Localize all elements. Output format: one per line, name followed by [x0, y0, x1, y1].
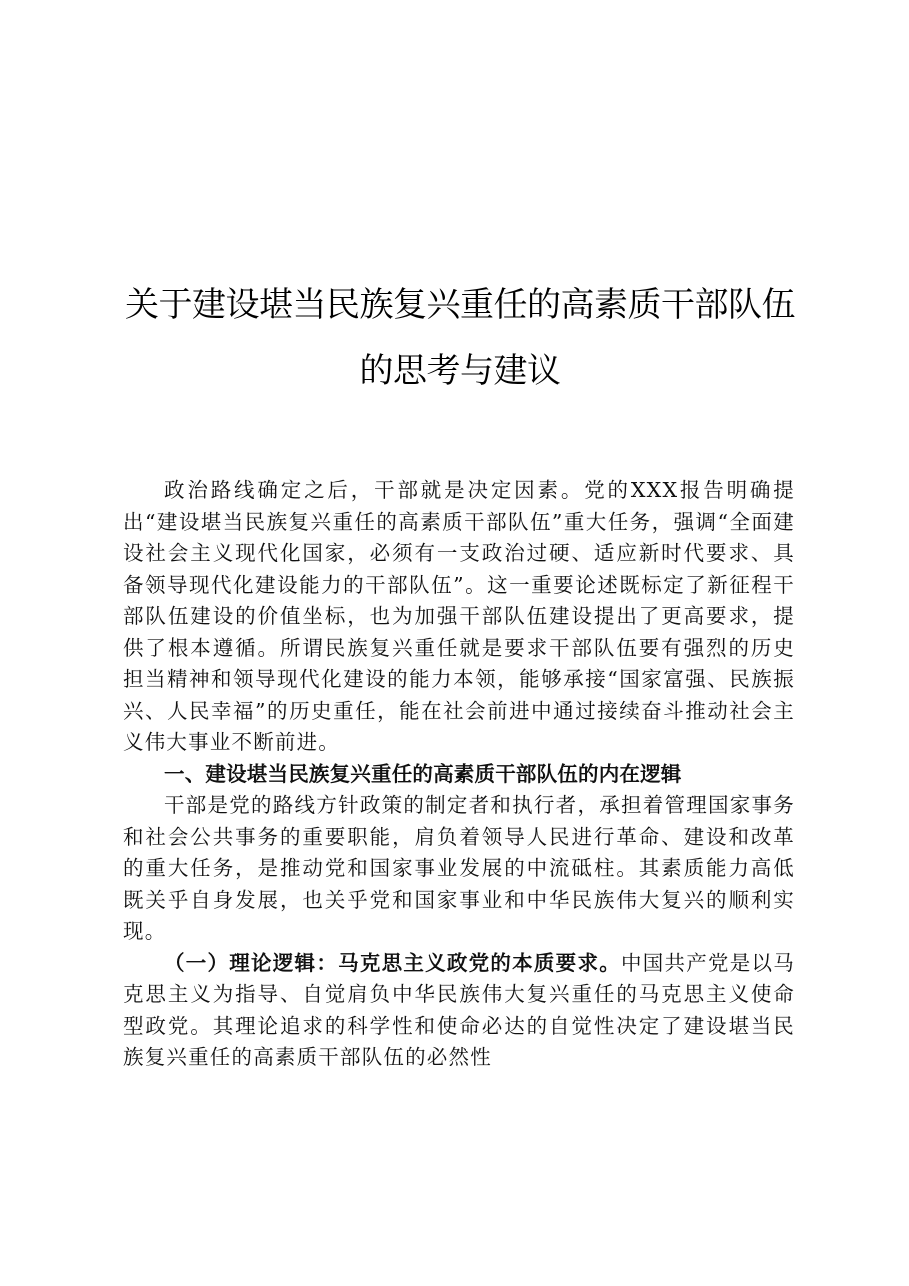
document-title — [110, 272, 810, 404]
subsection-1-paragraph — [123, 948, 795, 1074]
section-1-paragraph: 干部是党的路线方针政策的制定者和执行者，承担着管理国家事务和社会公共事务的重要职能，肩负着领导人民进行革命、建设和改革的重大任务，是推动党和国家事业发展的中流砥柱。其素质能力高低既关乎自身发展，也关乎党和国家事业和中华民族伟大复兴的顺利实现。 — [123, 793, 795, 943]
title-line-2: 的思考与建议 — [359, 351, 561, 391]
intro-paragraph: 政治路线确定之后，干部就是决定因素。党的XXX报告明确提出“建设堪当民族复兴重任的高素质干部队伍”重大任务，强调“全面建设社会主义现代化国家，必须有一支政治过硬、适应新时代要求、具备领导现代化建设能力的干部队伍”。这一重要论述既标定了新征程干部队伍建设的价值坐标，也为加强干部队伍建设提出了更高要求，提供了根本遵循。所谓民族复兴重任就是要求干部队伍要有强烈的历史担当精神和领导现代化建设的能力本领，能够承接“国家富强、民族振兴、人民幸福”的历史重任，能在社会前进中通过接续奋斗推动社会主义伟大事业不断前进。 — [123, 478, 795, 754]
subsection-1-body: 中国共产党是以马克思主义为指导、自觉肩负中华民族伟大复兴重任的马克思主义使命型政党。其理论追求的科学性和使命必达的自觉性决定了建设堪当民族复兴重任的高素质干部队伍的必然性 — [123, 950, 795, 1069]
title-line-1: 关于建设堪当民族复兴重任的高素质干部队伍 — [125, 285, 795, 325]
section-1-heading: 一、建设堪当民族复兴重任的高素质干部队伍的内在逻辑 — [164, 761, 682, 786]
document-body — [123, 475, 795, 1074]
subsection-1-heading: （一）理论逻辑：马克思主义政党的本质要求。 — [164, 950, 621, 975]
